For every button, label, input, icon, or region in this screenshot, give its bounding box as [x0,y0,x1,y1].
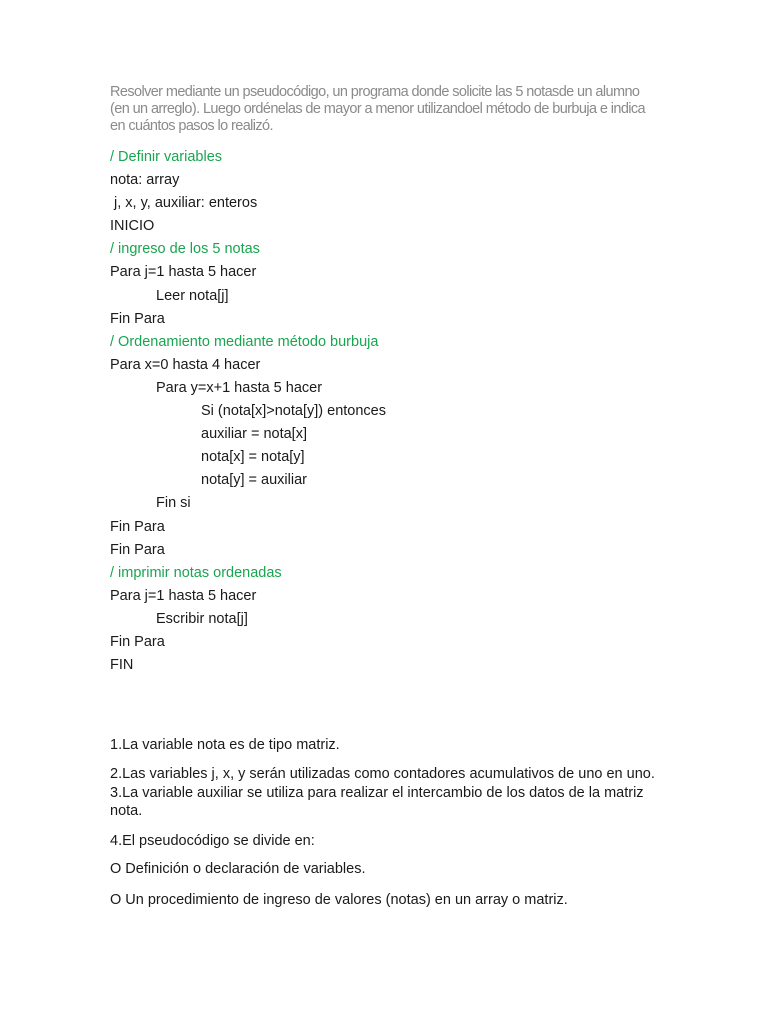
code-line: auxiliar = nota[x] [201,426,307,443]
code-comment: / ingreso de los 5 notas [110,241,260,258]
note-item: O Un procedimiento de ingreso de valores (notas) en un array o matriz. [110,892,568,908]
code-comment: / Ordenamiento mediante método burbuja [110,333,379,350]
code-line: nota[y] = auxiliar [201,472,307,489]
pseudocode-block [110,146,710,677]
code-line: Para j=1 hasta 5 hacer [110,264,257,281]
code-line: FIN [110,657,134,674]
code-line: Si (nota[x]>nota[y]) entonces [201,403,386,420]
code-line: nota[x] = nota[y] [201,449,305,466]
note-item: 1.La variable nota es de tipo matriz. [110,737,340,753]
code-line: Fin Para [110,518,165,535]
code-line: Fin si [156,495,191,512]
code-line: Fin Para [110,310,165,327]
code-line: Fin Para [110,633,165,650]
code-comment: / imprimir notas ordenadas [110,564,282,581]
code-line: INICIO [110,218,155,235]
problem-statement: Resolver mediante un pseudocódigo, un programa donde solicite las 5 notasde un alumno (en un arreglo). Luego ordénelas de mayor a menor utilizandoel método de burbuja e indica en cuántos pasos lo realizó. [110,84,646,134]
note-item: 2.Las variables j, x, y serán utilizadas como contadores acumulativos de uno en uno. 3.La variable auxiliar se utiliza para realizar el intercambio de los datos de la matriz nota. [110,766,655,819]
code-line: Escribir nota[j] [156,610,248,627]
code-line: Leer nota[j] [156,287,229,304]
code-line: j, x, y, auxiliar: enteros [110,195,258,212]
code-line: nota: array [110,172,180,189]
note-item: 4.El pseudocódigo se divide en: [110,833,315,849]
code-line: Para y=x+1 hasta 5 hacer [156,379,323,396]
code-comment: / Definir variables [110,149,223,165]
code-line: Fin Para [110,541,165,558]
note-item: O Definición o declaración de variables. [110,861,366,877]
code-line: Para x=0 hasta 4 hacer [110,356,261,373]
code-line: Para j=1 hasta 5 hacer [110,587,257,604]
